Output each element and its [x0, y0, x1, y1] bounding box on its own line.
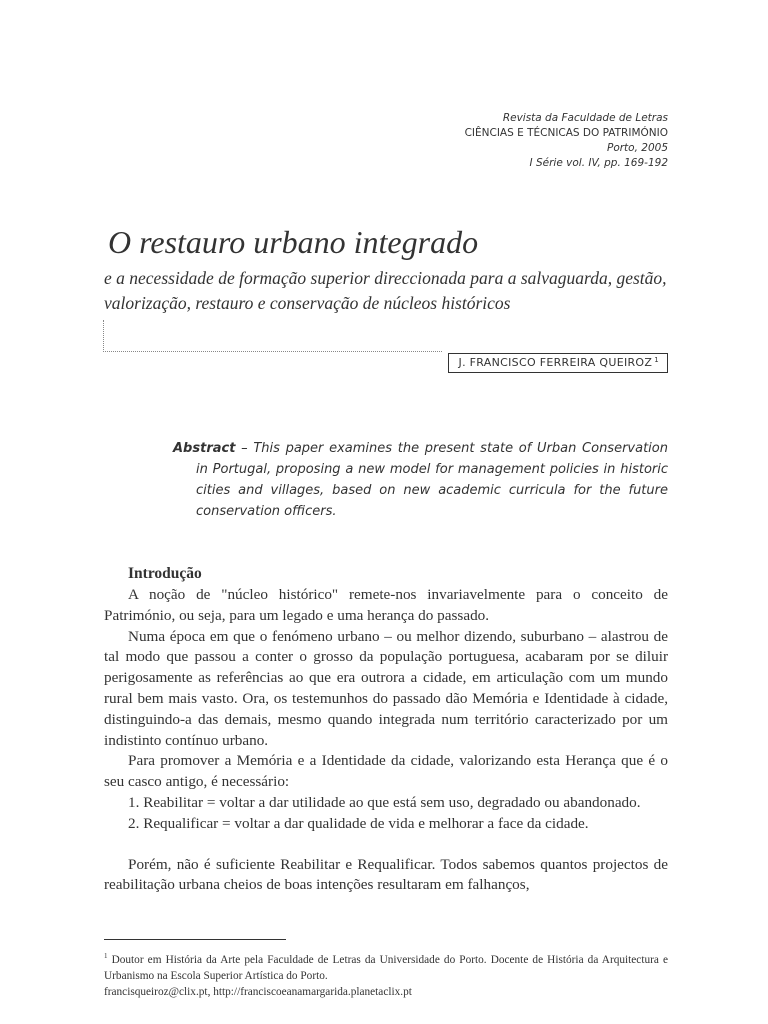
section-introduction: [104, 563, 668, 896]
abstract-text: – This paper examines the present state of Urban Conservation in Portugal, proposing a new model for management policies in historic cities and villages, based on new academic curricula for the future conservation officers.: [196, 441, 668, 519]
footnote-contact: francisqueiroz@clix.pt, http://franciscoeanamargarida.planetaclix.pt: [104, 985, 412, 998]
paragraph: Para promover a Memória e a Identidade da cidade, valorizando esta Herança que é o seu casco antigo, é necessário:: [104, 752, 668, 791]
footnote-rule: [104, 939, 286, 940]
section-heading: Introdução: [128, 565, 202, 582]
author-name: J. FRANCISCO FERREIRA QUEIROZ: [458, 356, 653, 369]
abstract-label: Abstract: [173, 441, 236, 456]
footnote: [104, 948, 668, 1000]
list-item: 1. Reabilitar = voltar a dar utilidade ao que está sem uso, degradado ou abandonado.: [128, 793, 641, 811]
list-item: 2. Requalificar = voltar a dar qualidade de vida e melhorar a face da cidade.: [128, 814, 589, 832]
decorative-dotted-frame: [103, 320, 442, 352]
paragraph: Porém, não é suficiente Reabilitar e Requalificar. Todos sabemos quantos projectos de reabilitação urbana cheios de boas intenções resultaram em falhanços,: [104, 855, 668, 894]
journal-header: [465, 111, 668, 171]
journal-place-year: Porto, 2005: [606, 142, 668, 154]
abstract: [173, 438, 668, 522]
author-footnote-mark: 1: [654, 356, 659, 364]
journal-volume-pages: I Série vol. IV, pp. 169-192: [529, 157, 668, 169]
paragraph: A noção de "núcleo histórico" remete-nos invariavelmente para o conceito de Património, ou seja, para um legado e uma herança do passado.: [104, 586, 668, 624]
paper-title: O restauro urbano integrado: [108, 224, 479, 260]
paragraph: Numa época em que o fenómeno urbano – ou melhor dizendo, suburbano – alastrou de tal modo que passou a conter o grosso da população portuguesa, acabaram por se diluir perigosamente as referências ao que era outrora a cidade, em articulação com um mundo rural bem mais vasto. Ora, os testemunhos do passado dão Memória e Identidade à cidade, distinguindo-a das demais, mesmo quando integrada num território caracterizado por um indistinto contínuo urbano.: [104, 627, 668, 749]
footnote-text: Doutor em História da Arte pela Faculdade de Letras da Universidade do Porto. Docente de História da Arquitectura e Urbanismo na Escola Superior Artística do Porto.: [104, 953, 668, 982]
journal-series: CIÊNCIAS E TÉCNICAS DO PATRIMÓNIO: [464, 127, 668, 139]
author-box: [448, 353, 668, 373]
journal-name: Revista da Faculdade de Letras: [502, 112, 668, 124]
footnote-mark: 1: [104, 952, 108, 960]
paper-subtitle: e a necessidade de formação superior direccionada para a salvaguarda, gestão, valorização, restauro e conservação de núcleos históricos: [104, 268, 667, 313]
